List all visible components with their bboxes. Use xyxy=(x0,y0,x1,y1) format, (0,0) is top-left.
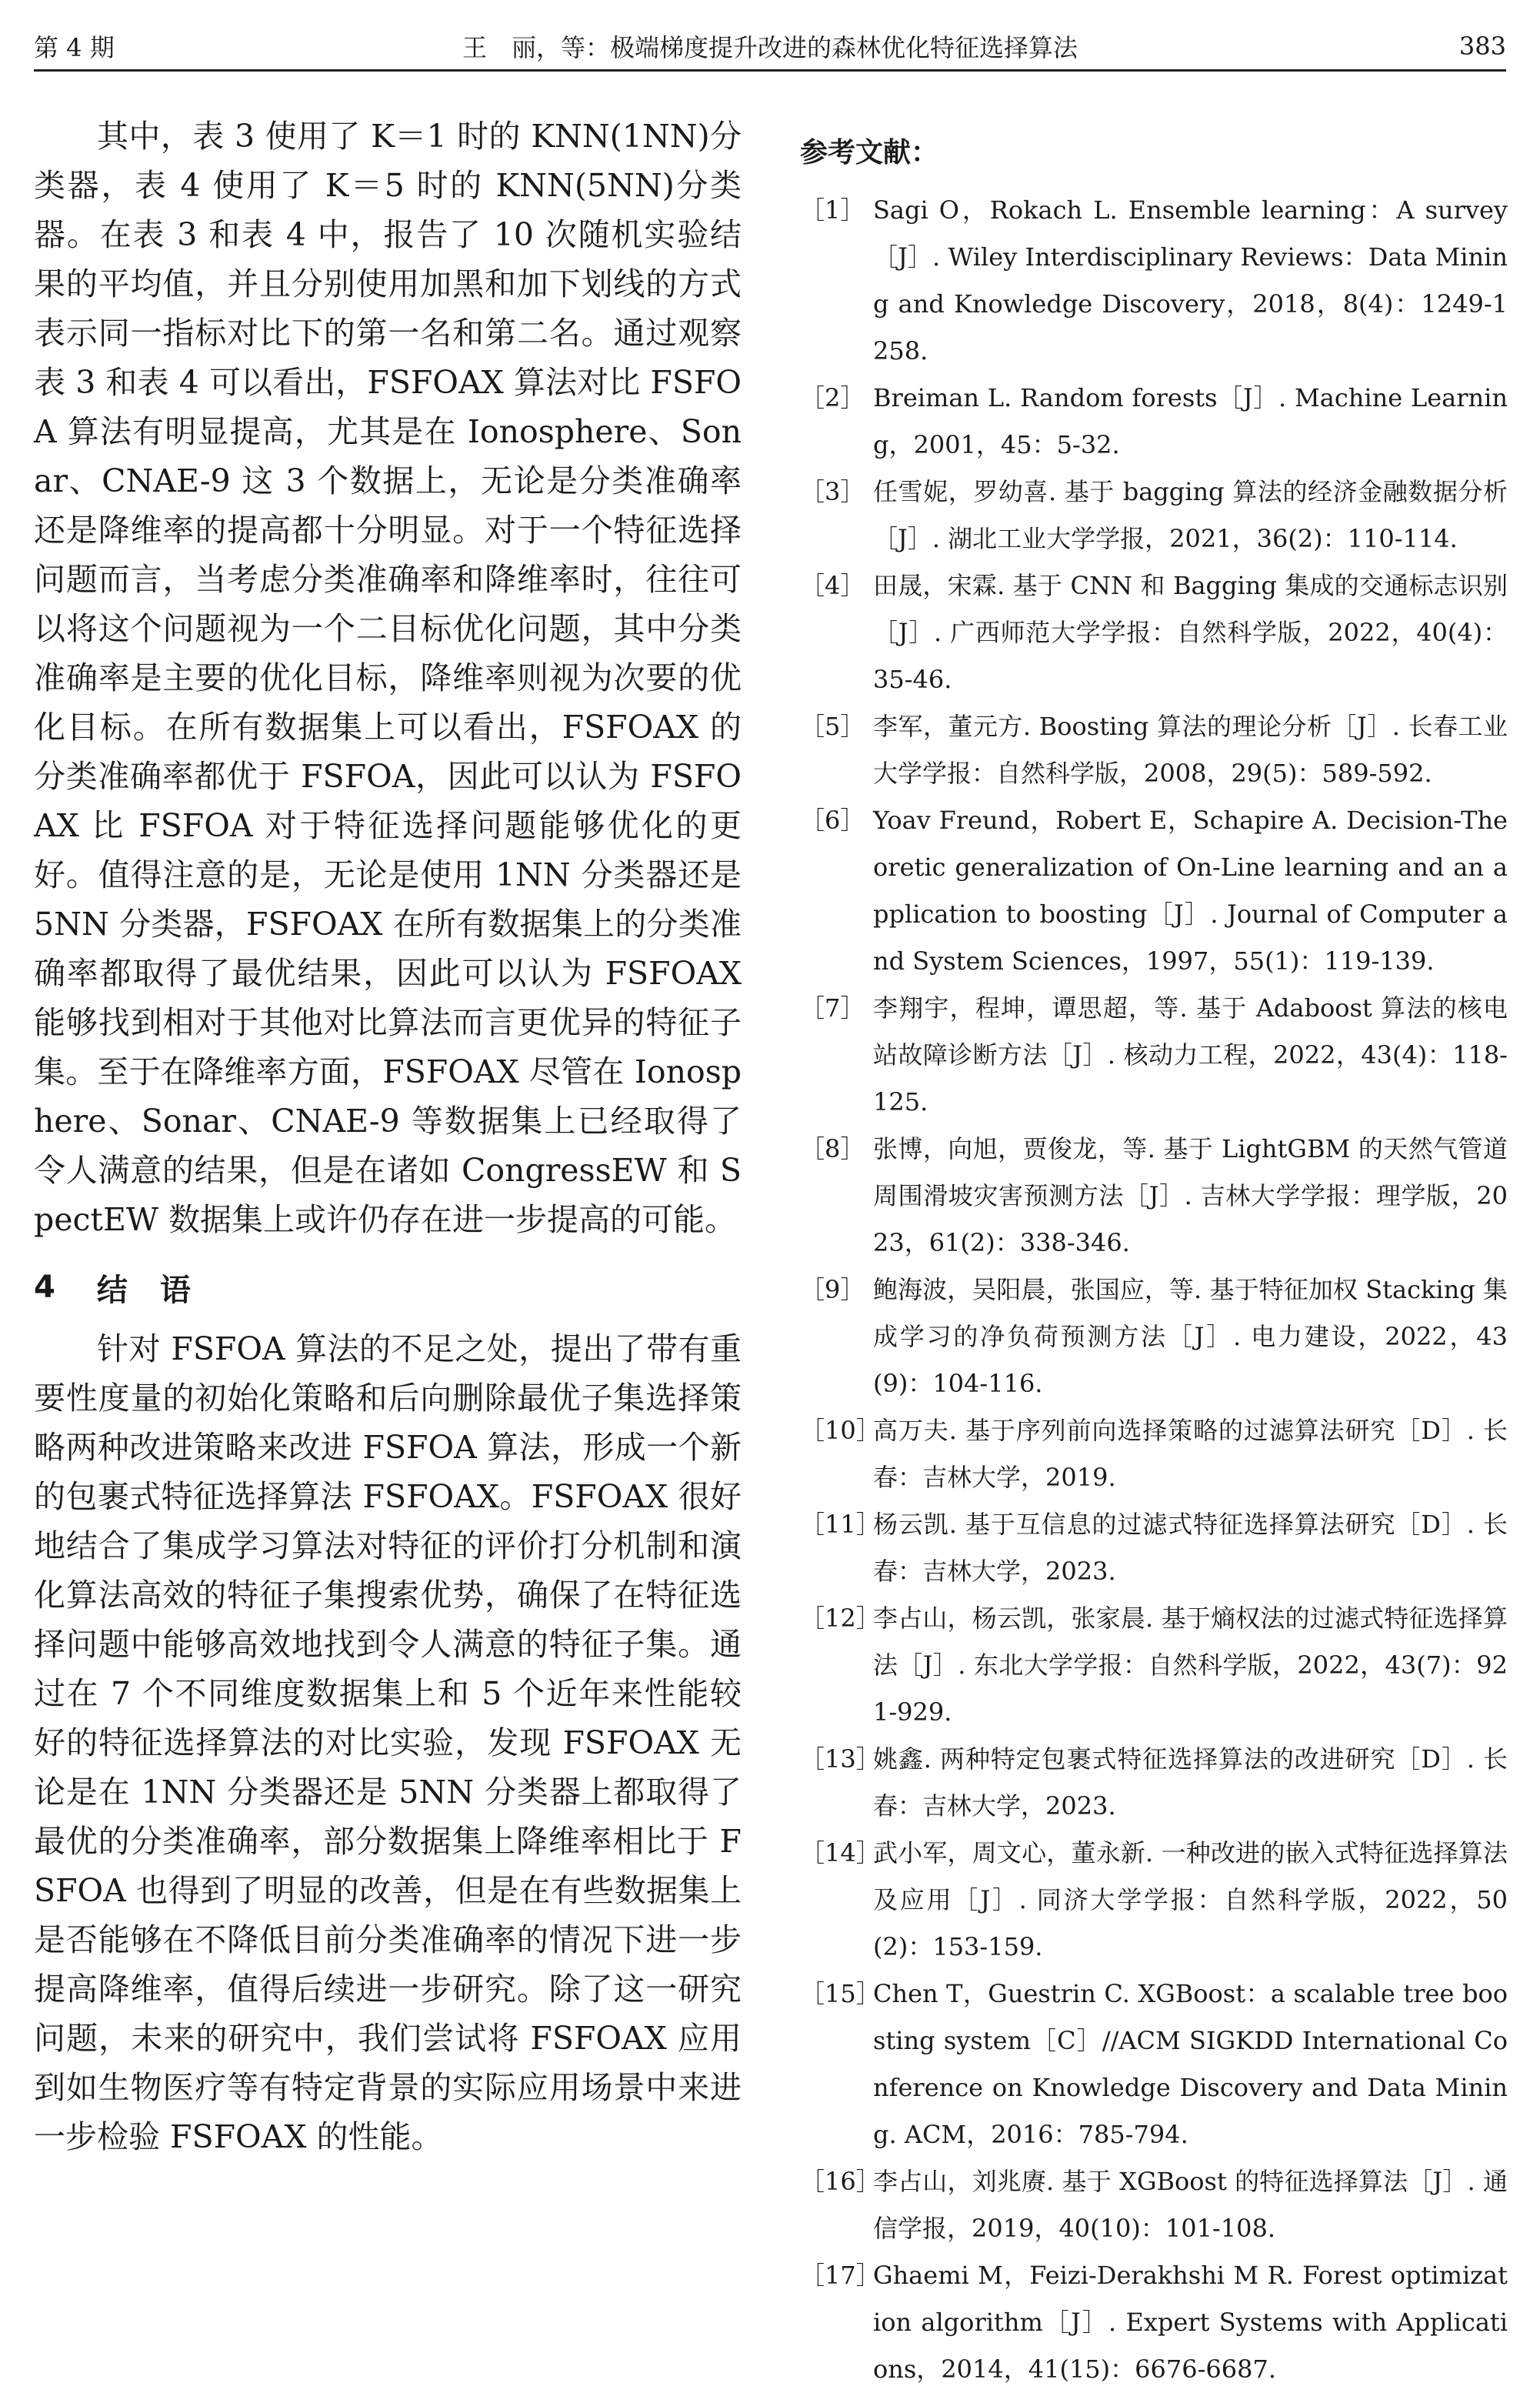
reference-item xyxy=(800,1501,1508,1595)
reference-item xyxy=(800,375,1508,469)
page-number: 383 xyxy=(1458,32,1506,61)
reference-number: ［14］ xyxy=(800,1838,881,1867)
section-heading xyxy=(34,1264,742,1310)
reference-number: ［4］ xyxy=(800,571,865,600)
reference-text: 姚鑫. 两种特定包裹式特征选择算法的改进研究［D］. 长春：吉林大学，2023. xyxy=(873,1744,1508,1821)
reference-text: 李军，董元方. Boosting 算法的理论分析［J］. 长春工业大学学报：自然科学版，2008，29(5)：589-592. xyxy=(873,712,1508,788)
reference-text: 田晟，宋霖. 基于 CNN 和 Bagging 集成的交通标志识别［J］. 广西师范大学学报：自然科学版，2022，40(4)：35-46. xyxy=(873,571,1508,694)
reference-item xyxy=(800,1407,1508,1501)
reference-item xyxy=(800,703,1508,797)
references-column xyxy=(800,112,1508,2393)
reference-text: Yoav Freund，Robert E，Schapire A. Decision-Theoretic generalization of On-Line learning and an application to boosting［J］. Journal of Computer and System Sciences，1997，55(1)：119-139. xyxy=(873,806,1508,976)
reference-text: 武小军，周文心，董永新. 一种改进的嵌入式特征选择算法及应用［J］. 同济大学学报：自然科学版，2022，50(2)：153-159. xyxy=(873,1838,1508,1961)
reference-text: 李翔宇，程坤，谭思超，等. 基于 Adaboost 算法的核电站故障诊断方法［J］. 核动力工程，2022，43(4)：118-125. xyxy=(873,993,1508,1116)
section-title: 结语 xyxy=(96,1272,223,1308)
reference-text: 任雪妮，罗幼喜. 基于 bagging 算法的经济金融数据分析［J］. 湖北工业大学学报，2021，36(2)：110-114. xyxy=(873,477,1508,553)
reference-number: ［11］ xyxy=(800,1510,881,1539)
references-heading: 参考文献： xyxy=(800,136,939,169)
reference-item xyxy=(800,1126,1508,1267)
reference-number: ［6］ xyxy=(800,806,865,835)
reference-list xyxy=(800,187,1508,2393)
running-title: 王 丽，等：极端梯度提升改进的森林优化特征选择算法 xyxy=(462,33,1078,62)
reference-number: ［7］ xyxy=(800,993,865,1023)
reference-text: 李占山，刘兆赓. 基于 XGBoost 的特征选择算法［J］. 通信学报，2019，40(10)：101-108. xyxy=(873,2167,1508,2243)
conclusion-paragraph: 针对 FSFOA 算法的不足之处，提出了带有重要性度量的初始化策略和后向删除最优子集选择策略两种改进策略来改进 FSFOA 算法，形成一个新的包裹式特征选择算法 FSFOAX。FSFOAX 很好地结合了集成学习算法对特征的评价打分机制和演化算法高效的特征子集搜索优势，确保了在特征选择问题中能够高效地找到令人满意的特征子集。通过在 7 个不同维度数据集上和 5 个近年来性能较好的特征选择算法的对比实验，发现 FSFOAX 无论是在 1NN 分类器还是 5NN 分类器上都取得了最优的分类准确率，部分数据集上降维率相比于 FSFOA 也得到了明显的改善，但是在有些数据集上是否能够在不降低目前分类准确率的情况下进一步提高降维率，值得后续进一步研究。除了这一研究问题，未来的研究中，我们尝试将 FSFOAX 应用到如生物医疗等有特定背景的实际应用场景中来进一步检验 FSFOAX 的性能。 xyxy=(34,1330,742,2155)
reference-text: 鲍海波，吴阳晨，张国应，等. 基于特征加权 Stacking 集成学习的净负荷预测方法［J］. 电力建设，2022，43(9)：104-116. xyxy=(873,1275,1508,1398)
section-number: 4 xyxy=(34,1270,55,1305)
reference-text: Breiman L. Random forests［J］. Machine Learning，2001，45：5-32. xyxy=(873,383,1508,459)
reference-number: ［3］ xyxy=(800,477,865,506)
reference-number: ［15］ xyxy=(800,1979,881,2008)
reference-text: Sagi O，Rokach L. Ensemble learning：A survey［J］. Wiley Interdisciplinary Reviews：Data Mining and Knowledge Discovery，2018，8(4)：1249-1258. xyxy=(873,195,1508,365)
reference-number: ［10］ xyxy=(800,1416,881,1445)
results-paragraph: 其中，表 3 使用了 K＝1 时的 KNN(1NN)分类器，表 4 使用了 K＝5 时的 KNN(5NN)分类器。在表 3 和表 4 中，报告了 10 次随机实验结果的平均值，并且分别使用加黑和加下划线的方式表示同一指标对比下的第一名和第二名。通过观察表 3 和表 4 可以看出，FSFOAX 算法对比 FSFOA 算法有明显提高，尤其是在 Ionosphere、Sonar、CNAE-9 这 3 个数据上，无论是分类准确率还是降维率的提高都十分明显。对于一个特征选择问题而言，当考虑分类准确率和降维率时，往往可以将这个问题视为一个二目标优化问题，其中分类准确率是主要的优化目标，降维率则视为次要的优化目标。在所有数据集上可以看出，FSFOAX 的分类准确率都优于 FSFOA，因此可以认为 FSFOAX 比 FSFOA 对于特征选择问题能够优化的更好。值得注意的是，无论是使用 1NN 分类器还是 5NN 分类器，FSFOAX 在所有数据集上的分类准确率都取得了最优结果，因此可以认为 FSFOAX 能够找到相对于其他对比算法而言更优异的特征子集。至于在降维率方面，FSFOAX 尽管在 Ionosphere、Sonar、CNAE-9 等数据集上已经取得了令人满意的结果，但是在诸如 CongressEW 和 SpectEW 数据集上或许仍存在进一步提高的可能。 xyxy=(34,118,742,1238)
reference-text: Ghaemi M，Feizi-Derakhshi M R. Forest optimization algorithm［J］. Expert Systems with Applications，2014，41(15)：6676-6687. xyxy=(873,2261,1508,2384)
reference-item xyxy=(800,1736,1508,1830)
issue-label: 第 4 期 xyxy=(34,33,115,62)
reference-number: ［2］ xyxy=(800,383,865,412)
reference-item xyxy=(800,562,1508,703)
reference-number: ［9］ xyxy=(800,1275,865,1304)
reference-number: ［13］ xyxy=(800,1744,881,1774)
reference-text: 高万夫. 基于序列前向选择策略的过滤算法研究［D］. 长春：吉林大学，2019. xyxy=(873,1416,1508,1492)
reference-item xyxy=(800,985,1508,1126)
reference-text: 李占山，杨云凯，张家晨. 基于熵权法的过滤式特征选择算法［J］. 东北大学学报：自然科学版，2022，43(7)：921-929. xyxy=(873,1604,1508,1727)
reference-item xyxy=(800,797,1508,985)
reference-item xyxy=(800,1267,1508,1407)
running-header xyxy=(34,23,1506,72)
reference-text: 张博，向旭，贾俊龙，等. 基于 LightGBM 的天然气管道周围滑坡灾害预测方法［J］. 吉林大学学报：理学版，2023，61(2)：338-346. xyxy=(873,1134,1508,1257)
reference-item xyxy=(800,1971,1508,2158)
reference-item xyxy=(800,187,1508,375)
reference-item xyxy=(800,2252,1508,2393)
reference-number: ［17］ xyxy=(800,2261,881,2290)
reference-item xyxy=(800,469,1508,562)
reference-item xyxy=(800,2158,1508,2252)
reference-number: ［8］ xyxy=(800,1134,865,1163)
reference-text: 杨云凯. 基于互信息的过滤式特征选择算法研究［D］. 长春：吉林大学，2023. xyxy=(873,1510,1508,1586)
reference-number: ［12］ xyxy=(800,1604,881,1633)
reference-number: ［1］ xyxy=(800,195,865,225)
reference-text: Chen T，Guestrin C. XGBoost：a scalable tree boosting system［C］//ACM SIGKDD International Conference on Knowledge Discovery and Data Mining. ACM，2016：785-794. xyxy=(873,1979,1508,2149)
reference-number: ［16］ xyxy=(800,2167,881,2196)
reference-item xyxy=(800,1830,1508,1971)
reference-number: ［5］ xyxy=(800,712,865,741)
reference-item xyxy=(800,1595,1508,1736)
left-column xyxy=(34,112,742,2161)
